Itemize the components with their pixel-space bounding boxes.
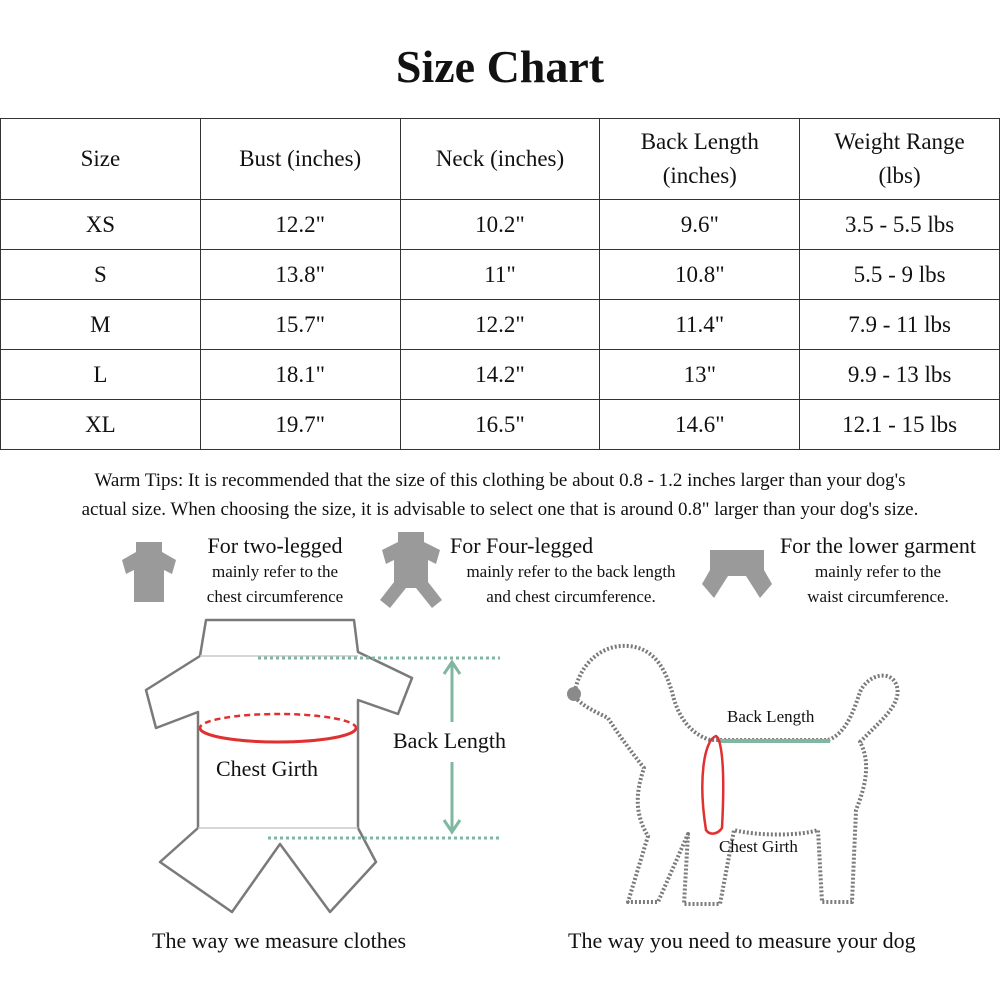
clothes-back-length-label: Back Length — [393, 728, 507, 753]
cell-size: XS — [1, 200, 201, 250]
clothes-chest-girth-label: Chest Girth — [216, 756, 319, 781]
cell-size: M — [1, 300, 201, 350]
guide-desc: mainly refer to the — [211, 562, 339, 581]
warm-tips-line-2: actual size. When choosing the size, it is advisable to select one that is around 0.8" larger than your dog's size. — [81, 499, 919, 520]
dog-chest-girth-ring — [702, 736, 723, 834]
guide-title: For two-legged — [207, 533, 343, 558]
page-title: Size Chart — [395, 41, 605, 92]
table-row — [1, 400, 1000, 450]
four-legged-jumpsuit-icon — [378, 530, 444, 610]
cell-weight: 12.1 - 15 lbs — [800, 400, 1000, 450]
guide-desc: mainly refer to the back length — [466, 562, 676, 581]
cell-weight: 5.5 - 9 lbs — [800, 250, 1000, 300]
cell-neck: 11" — [400, 250, 600, 300]
table-row — [1, 350, 1000, 400]
cell-back-length: 14.6" — [600, 400, 800, 450]
header-bust: Bust (inches) — [200, 119, 400, 200]
guide-desc: and chest circumference. — [486, 587, 656, 606]
cell-bust: 13.8" — [200, 250, 400, 300]
clothes-measure-diagram — [140, 612, 520, 922]
dog-outline — [574, 646, 898, 904]
header-size: Size — [1, 119, 201, 200]
cell-bust: 15.7" — [200, 300, 400, 350]
warm-tips-line-1: Warm Tips: It is recommended that the size of this clothing be about 0.8 - 1.2 inches larger than your dog's — [94, 470, 906, 491]
guide-lower-garment — [766, 533, 990, 609]
dog-measure-diagram — [560, 640, 920, 920]
dog-back-length-label: Back Length — [727, 707, 815, 726]
cell-size: S — [1, 250, 201, 300]
guide-four-legged — [446, 533, 696, 609]
table-row — [1, 300, 1000, 350]
cell-neck: 10.2" — [400, 200, 600, 250]
cell-weight: 3.5 - 5.5 lbs — [800, 200, 1000, 250]
table-row — [1, 200, 1000, 250]
cell-back-length: 11.4" — [600, 300, 800, 350]
cell-neck: 12.2" — [400, 300, 600, 350]
warm-tips — [0, 466, 1000, 524]
two-legged-shirt-icon — [118, 540, 180, 604]
cell-bust: 19.7" — [200, 400, 400, 450]
guide-title: For Four-legged — [450, 533, 594, 558]
lower-garment-icon — [700, 548, 774, 602]
dog-caption: The way you need to measure your dog — [568, 928, 916, 953]
cell-neck: 14.2" — [400, 350, 600, 400]
cell-back-length: 13" — [600, 350, 800, 400]
size-table — [0, 118, 1000, 450]
cell-size: XL — [1, 400, 201, 450]
header-back-length: Back Length (inches) — [600, 119, 800, 200]
clothes-caption: The way we measure clothes — [152, 928, 407, 953]
cell-bust: 12.2" — [200, 200, 400, 250]
header-weight-range: Weight Range (lbs) — [800, 119, 1000, 200]
dog-nose-icon — [567, 687, 581, 701]
guide-desc: waist circumference. — [807, 587, 949, 606]
cell-weight: 9.9 - 13 lbs — [800, 350, 1000, 400]
guide-title: For the lower garment — [779, 533, 977, 558]
cell-weight: 7.9 - 11 lbs — [800, 300, 1000, 350]
cell-back-length: 9.6" — [600, 200, 800, 250]
guide-two-legged — [190, 533, 360, 609]
cell-neck: 16.5" — [400, 400, 600, 450]
header-neck: Neck (inches) — [400, 119, 600, 200]
table-header-row — [1, 119, 1000, 200]
cell-back-length: 10.8" — [600, 250, 800, 300]
cell-bust: 18.1" — [200, 350, 400, 400]
cell-size: L — [1, 350, 201, 400]
table-row — [1, 250, 1000, 300]
dog-chest-girth-label: Chest Girth — [719, 837, 798, 856]
guide-desc: chest circumference — [206, 587, 344, 606]
guide-desc: mainly refer to the — [814, 562, 942, 581]
